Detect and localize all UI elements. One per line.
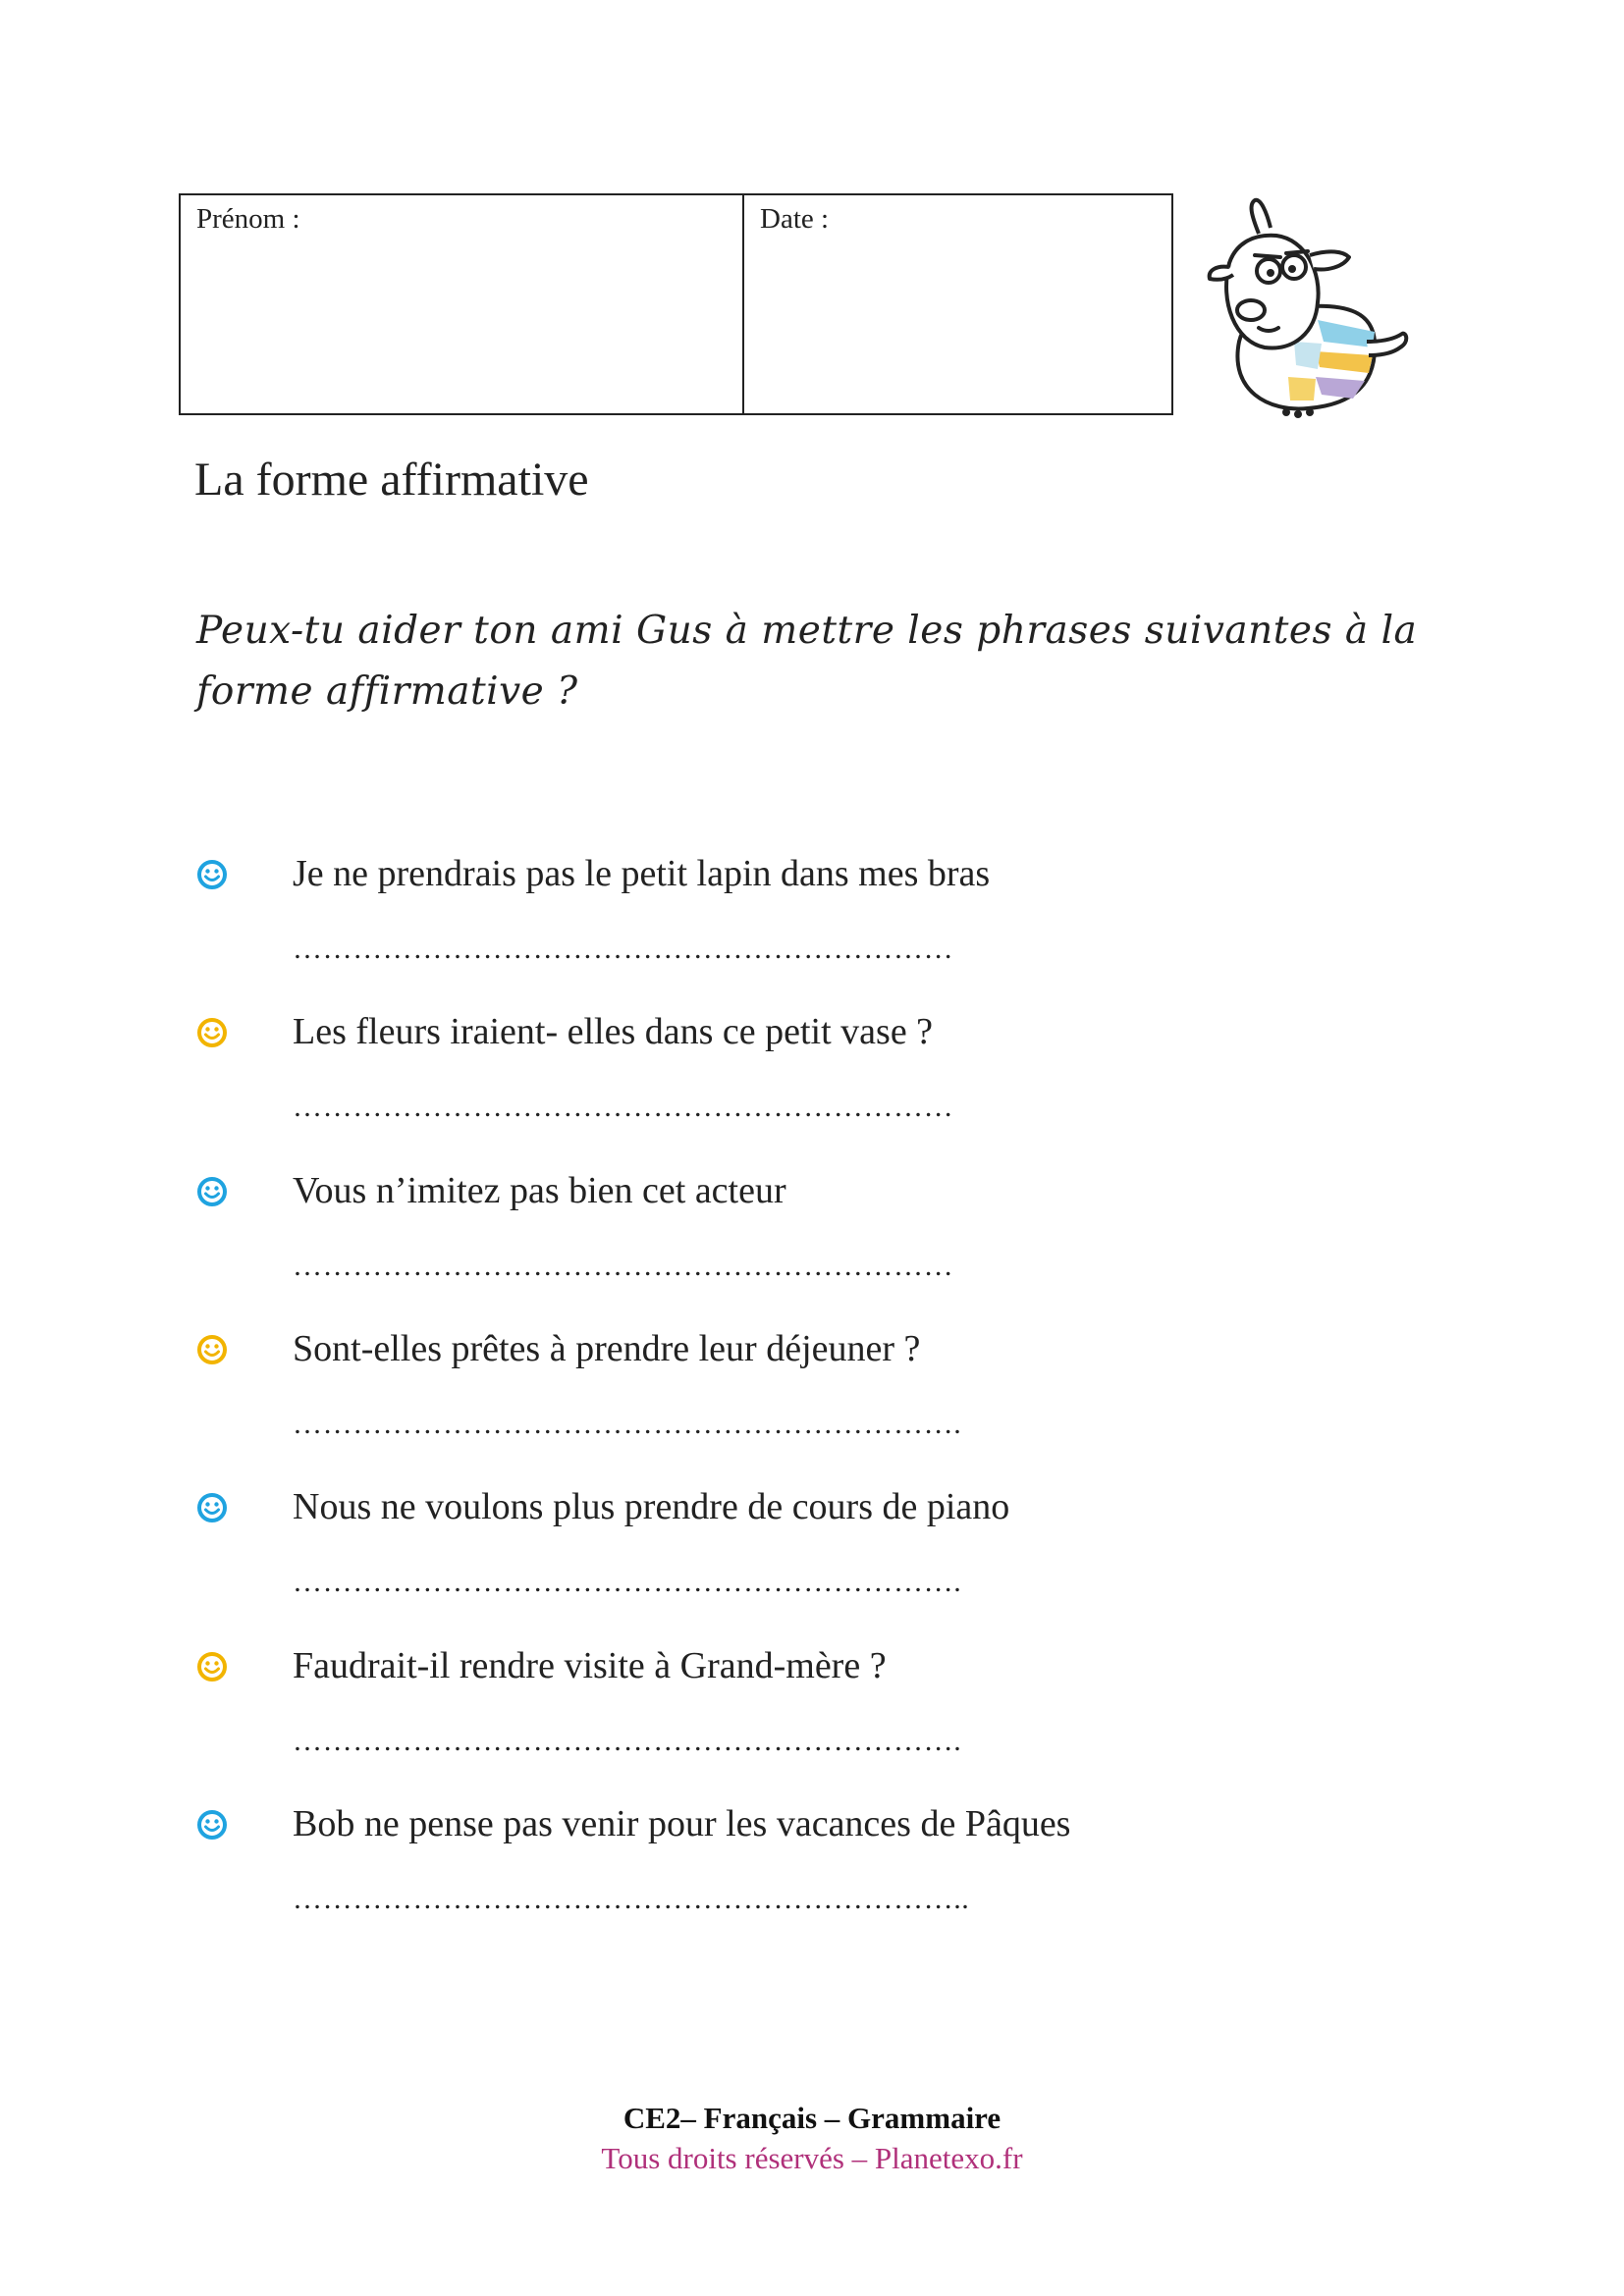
prenom-label: Prénom : (196, 203, 300, 235)
student-info-table (179, 193, 1173, 415)
smiley-icon (196, 1651, 228, 1682)
smiley-icon (196, 1809, 228, 1841)
answer-line[interactable]: …………………………………………………………. (293, 1725, 962, 1757)
instruction-text: Peux-tu aider ton ami Gus à mettre les phrases suivantes à la forme affirmative ? (196, 609, 1418, 714)
answer-line[interactable]: …………………………………………………………. (293, 1408, 962, 1440)
answer-line[interactable]: …………………………………………………………. (293, 1566, 962, 1598)
answer-line[interactable]: ………………………………………………………….. (293, 1883, 970, 1915)
exercise-sentence: Vous n’imitez pas bien cet acteur (293, 1170, 786, 1211)
footer-course: CE2– Français – Grammaire (623, 2101, 1001, 2135)
smiley-icon (196, 859, 228, 890)
prenom-cell[interactable] (181, 195, 744, 413)
answer-line[interactable]: ………………………………………………………… (293, 1250, 954, 1282)
date-cell[interactable] (744, 195, 1171, 413)
smiley-icon (196, 1334, 228, 1365)
smiley-icon (196, 1176, 228, 1207)
answer-line[interactable]: ………………………………………………………… (293, 1091, 954, 1123)
exercise-sentence: Faudrait-il rendre visite à Grand-mère ? (293, 1645, 887, 1686)
exercise-sentence: Bob ne pense pas venir pour les vacances de Pâques (293, 1803, 1071, 1844)
exercise-sentence: Nous ne voulons plus prendre de cours de piano (293, 1486, 1010, 1527)
date-label: Date : (760, 203, 830, 235)
smiley-icon (196, 1017, 228, 1048)
footer-rights-link[interactable]: Tous droits réservés – Planetexo.fr (601, 2141, 1023, 2175)
smiley-icon (196, 1492, 228, 1523)
exercise-sentence: Sont-elles prêtes à prendre leur déjeuner ? (293, 1328, 921, 1369)
exercise-sentence: Je ne prendrais pas le petit lapin dans mes bras (293, 853, 991, 894)
exercise-sentence: Les fleurs iraient- elles dans ce petit vase ? (293, 1011, 934, 1052)
answer-line[interactable]: ………………………………………………………… (293, 933, 954, 965)
page-title: La forme affirmative (194, 454, 589, 506)
gus-mascot-icon (1200, 194, 1414, 418)
